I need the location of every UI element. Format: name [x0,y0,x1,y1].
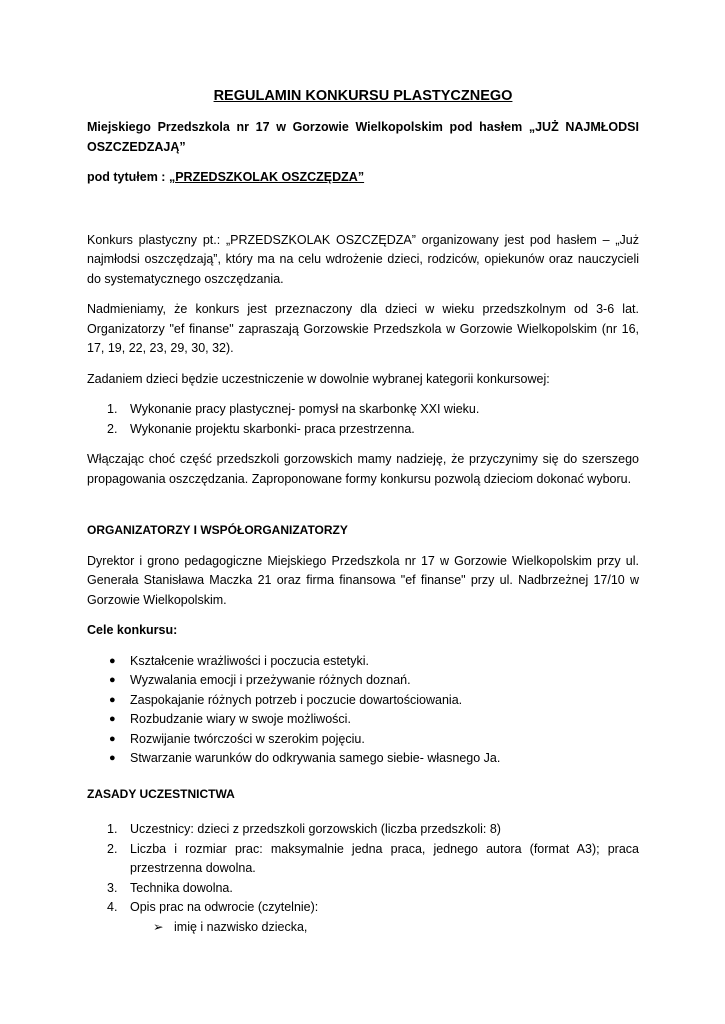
intro-paragraph-2: Nadmieniamy, że konkurs jest przeznaczony dla dzieci w wieku przedszkolnym od 3-6 lat. Organizatorzy "ef finanse" zapraszają Gorzowskie Przedszkola w Gorzowie Wielkopolskim (nr 16, 17, 19, 22, 23, 29, 30, 32). [87,302,639,355]
organizers-heading: ORGANIZATORZY I WSPÓŁORGANIZATORZY [87,523,348,537]
list-number: 1. [107,402,118,416]
list-number: 3. [107,880,118,895]
goals-heading: Cele konkursu: [87,623,178,637]
list-item-text: Uczestnicy: dzieci z przedszkoli gorzowskich (liczba przedszkoli: 8) [130,822,501,836]
intro-paragraph-4: Włączając choć część przedszkoli gorzowskich mamy nadzieję, że przyczynimy się do szerszego propagowania oszczędzania. Zaproponowane formy konkursu pozwolą dzieciom dokonać wyboru. [87,452,639,486]
list-number: 4. [107,900,118,914]
intro-paragraph-1: Konkurs plastyczny pt.: „PRZEDSZKOLAK OSZCZĘDZA” organizowany jest pod hasłem – „Już najmłodsi oszczędzają”, który ma na celu wdrożenie dzieci, rodziców, opiekunów oraz nauczycieli do systematycznego oszczędzania. [87,232,639,286]
document-content [87,86,639,937]
list-item-text: Kształcenie wrażliwości i poczucia estetyki. [130,653,369,668]
arrow-bullet-icon: ➢ [153,919,164,934]
list-item [87,400,639,420]
title-name: „PRZEDSZKOLAK OSZCZĘDZA” [168,170,365,184]
list-item-text: Zaspokajanie różnych potrzeb i poczucie dowartościowania. [130,692,463,707]
title-line [87,168,639,188]
organizers-text: Dyrektor i grono pedagogiczne Miejskiego Przedszkola nr 17 w Gorzowie Wielkopolskim przy ul. Generała Stanisława Maczka 21 oraz firma finansowa "ef finanse" przy ul. Nadbrzeżnej 17/10 w Gorzowie Wielkopolskim. [87,553,639,607]
title-prefix: pod tytułem : [87,170,169,184]
list-item [87,730,639,750]
goals-list [87,652,639,769]
list-item [87,820,639,840]
list-item [87,671,639,691]
bullet-dot-icon: ● [109,752,116,764]
bullet-dot-icon: ● [109,654,116,667]
list-item-text: Technika dowolna. [130,880,233,895]
list-item [87,898,639,918]
list-item [87,710,639,730]
bullet-dot-icon: ● [109,732,116,745]
categories-list [87,400,639,439]
list-item-text: Liczba i rozmiar prac: maksymalnie jedna praca, jednego autora (format A3); praca przestrzenna dowolna. [130,841,639,875]
list-item [87,420,639,440]
list-item-text: Wyzwalania emocji i przeżywanie różnych doznań. [130,673,411,687]
bullet-dot-icon: ● [109,693,116,706]
intro-paragraph-3: Zadaniem dzieci będzie uczestniczenie w dowolnie wybranej kategorii konkursowej: [87,371,550,386]
subtitle-line: Miejskiego Przedszkola nr 17 w Gorzowie Wielkopolskim pod hasłem „JUŻ NAJMŁODSI OSZCZEDZAJĄ” [87,120,639,154]
list-item-text: Rozwijanie twórczości w szerokim pojęciu. [130,731,365,746]
rules-list [87,820,639,937]
list-subitem [87,918,639,938]
list-item-text: Wykonanie projektu skarbonki- praca przestrzenna. [130,421,415,436]
rules-heading: ZASADY UCZESTNICTWA [87,786,235,801]
list-item [87,691,639,711]
bullet-dot-icon: ● [109,713,116,725]
list-item [87,749,639,769]
list-number: 2. [107,841,118,856]
list-item-text: Opis prac na odwrocie (czytelnie): [130,900,319,914]
list-number: 1. [107,822,118,836]
list-item [87,840,639,879]
list-item-text: Stwarzanie warunków do odkrywania samego siebie- własnego Ja. [130,751,501,765]
list-item-text: Rozbudzanie wiary w swoje możliwości. [130,712,351,726]
list-number: 2. [107,421,118,436]
list-item-text: imię i nazwisko dziecka, [174,919,308,934]
list-item-text: Wykonanie pracy plastycznej- pomysł na skarbonkę XXI wieku. [130,402,480,416]
list-item [87,652,639,672]
bullet-dot-icon: ● [109,674,116,686]
list-item [87,879,639,899]
document-title: REGULAMIN KONKURSU PLASTYCZNEGO [213,88,513,104]
